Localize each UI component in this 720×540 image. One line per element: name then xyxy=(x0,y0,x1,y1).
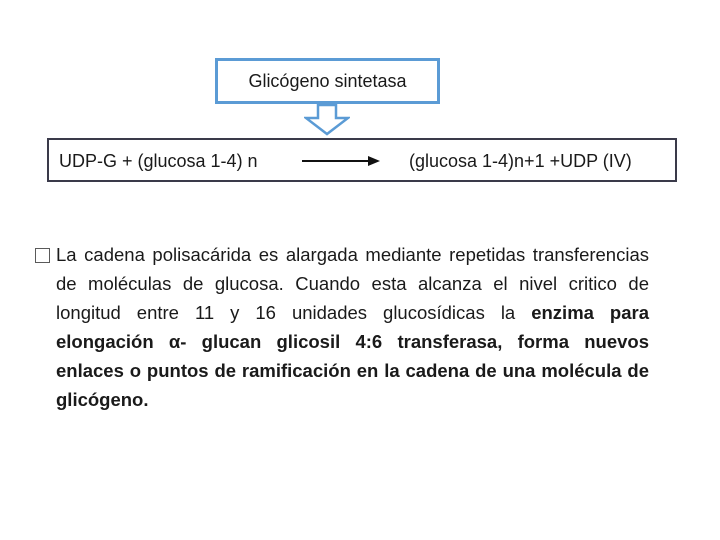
down-arrow-icon xyxy=(304,104,350,136)
paragraph-bold-text: enzima para elongación α- glucan glicosil 4:6 transferasa, forma nuevos enlaces o puntos de ramificación en la cadena de una molécula de glicógeno. xyxy=(56,302,650,410)
reactant-text: UDP-G + (glucosa 1-4) n xyxy=(59,151,258,171)
checkbox-bullet-icon xyxy=(35,248,50,263)
product-text: (glucosa 1-4)n+1 +UDP (IV) xyxy=(409,151,632,171)
enzyme-label: Glicógeno sintetasa xyxy=(248,70,407,91)
description-paragraph xyxy=(56,240,649,414)
paragraph-normal-text: La cadena polisacárida es alargada mediante repetidas transferencias de moléculas de glucosa. Cuando esta alcanza el nivel critico de longitud entre 11 y 16 unidades glucosídicas la xyxy=(56,244,649,323)
enzyme-box xyxy=(215,58,440,104)
reaction-box xyxy=(47,138,677,182)
right-arrow-icon xyxy=(302,154,382,168)
